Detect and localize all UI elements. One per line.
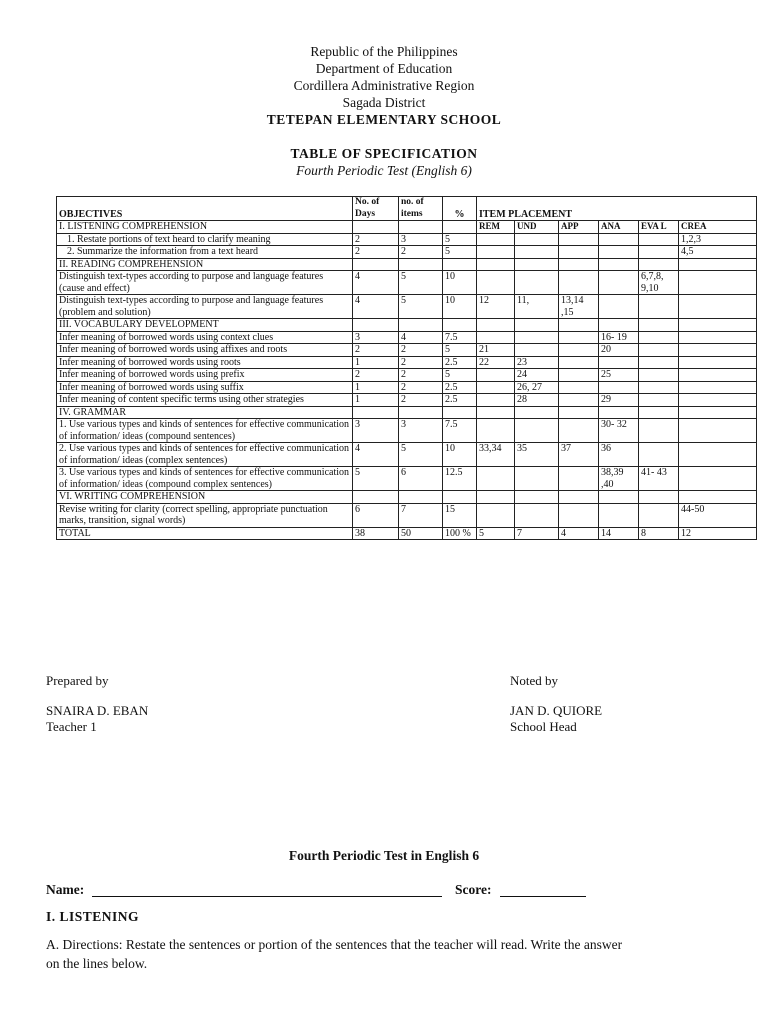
- table-row: [57, 246, 757, 259]
- days-cell: [353, 406, 399, 419]
- pct-cell: 2.5: [443, 381, 477, 394]
- rem-cell: [477, 319, 515, 332]
- rem-cell: [477, 233, 515, 246]
- crea-cell: [679, 491, 757, 504]
- days-cell: 3: [353, 331, 399, 344]
- section-row: [57, 319, 757, 332]
- objective-cell: 3. Use various types and kinds of sentences for effective communication of information/ ideas (compound complex sentences): [57, 467, 353, 491]
- rem-cell: [477, 271, 515, 295]
- eval-cell: [639, 233, 679, 246]
- days-cell: [353, 491, 399, 504]
- school-name: TETEPAN ELEMENTARY SCHOOL: [266, 112, 502, 127]
- objective-cell: 2. Use various types and kinds of sentences for effective communication of information/ ideas (complex sentences): [57, 443, 353, 467]
- und-cell: [515, 331, 559, 344]
- header-percent: %: [443, 197, 477, 221]
- rem-cell: [477, 503, 515, 527]
- rem-cell: [477, 406, 515, 419]
- und-cell: 24: [515, 369, 559, 382]
- days-cell: [353, 319, 399, 332]
- ana-cell: [599, 258, 639, 271]
- ana-cell: [599, 356, 639, 369]
- ana-cell: 20: [599, 344, 639, 357]
- header-republic: Republic of the Philippines: [310, 44, 458, 59]
- crea-cell: [679, 295, 757, 319]
- items-cell: 3: [399, 419, 443, 443]
- objective-cell: 2. Summarize the information from a text heard: [57, 246, 353, 259]
- eval-cell: [639, 319, 679, 332]
- rem-cell: [477, 467, 515, 491]
- table-row: [57, 419, 757, 443]
- app-cell: [559, 271, 599, 295]
- crea-cell: [679, 406, 757, 419]
- table-row: [57, 295, 757, 319]
- pct-cell: [443, 406, 477, 419]
- crea-cell: [679, 271, 757, 295]
- level-header-0: REM: [477, 221, 515, 234]
- und-cell: 23: [515, 356, 559, 369]
- items-cell: 4: [399, 331, 443, 344]
- crea-cell: [679, 381, 757, 394]
- table-row: [57, 527, 757, 540]
- app-cell: [559, 356, 599, 369]
- ana-cell: 25: [599, 369, 639, 382]
- eval-cell: [639, 406, 679, 419]
- eval-cell: 8: [639, 527, 679, 540]
- app-cell: [559, 419, 599, 443]
- objective-cell: Infer meaning of borrowed words using affixes and roots: [57, 344, 353, 357]
- pct-cell: 5: [443, 369, 477, 382]
- und-cell: [515, 467, 559, 491]
- ana-cell: [599, 406, 639, 419]
- pct-cell: [443, 319, 477, 332]
- level-header-1: UND: [515, 221, 559, 234]
- days-cell: 6: [353, 503, 399, 527]
- objective-cell: Distinguish text-types according to purpose and language features (cause and effect): [57, 271, 353, 295]
- eval-cell: 41- 43: [639, 467, 679, 491]
- ana-cell: 38,39 ,40: [599, 467, 639, 491]
- prepared-by-role: Teacher 1: [46, 719, 97, 734]
- header-days: No. of Days: [353, 197, 399, 221]
- app-cell: [559, 369, 599, 382]
- ana-cell: [599, 271, 639, 295]
- table-row: [57, 331, 757, 344]
- app-cell: [559, 319, 599, 332]
- eval-cell: [639, 443, 679, 467]
- table-row: [57, 503, 757, 527]
- objective-cell: Distinguish text-types according to purpose and language features (problem and solution): [57, 295, 353, 319]
- days-cell: 3: [353, 419, 399, 443]
- table-row: [57, 233, 757, 246]
- rem-cell: [477, 394, 515, 407]
- und-cell: [515, 419, 559, 443]
- rem-cell: [477, 369, 515, 382]
- items-cell: [399, 406, 443, 419]
- crea-cell: [679, 344, 757, 357]
- days-cell: 2: [353, 246, 399, 259]
- days-cell: 4: [353, 295, 399, 319]
- pct-cell: 5: [443, 344, 477, 357]
- items-cell: 50: [399, 527, 443, 540]
- objective-cell: Infer meaning of borrowed words using context clues: [57, 331, 353, 344]
- header-district: Sagada District: [342, 95, 426, 110]
- eval-cell: 6,7,8, 9,10: [639, 271, 679, 295]
- eval-cell: [639, 344, 679, 357]
- days-cell: 5: [353, 467, 399, 491]
- rem-cell: 21: [477, 344, 515, 357]
- score-label: Score:: [455, 882, 492, 897]
- items-cell: 5: [399, 271, 443, 295]
- app-cell: [559, 491, 599, 504]
- eval-cell: [639, 331, 679, 344]
- empty-cell: [399, 221, 443, 234]
- days-cell: 2: [353, 369, 399, 382]
- crea-cell: [679, 258, 757, 271]
- items-cell: 2: [399, 394, 443, 407]
- objective-cell: Revise writing for clarity (correct spelling, appropriate punctuation marks, transition, signal words): [57, 503, 353, 527]
- rem-cell: [477, 246, 515, 259]
- pct-cell: 10: [443, 443, 477, 467]
- table-row: [57, 369, 757, 382]
- header-department: Department of Education: [315, 61, 453, 76]
- objective-cell: Infer meaning of borrowed words using prefix: [57, 369, 353, 382]
- items-cell: [399, 319, 443, 332]
- level-header-5: CREA: [679, 221, 757, 234]
- objective-cell: TOTAL: [57, 527, 353, 540]
- table-row: [57, 356, 757, 369]
- app-cell: 13,14 ,15: [559, 295, 599, 319]
- table-row: [57, 381, 757, 394]
- pct-cell: 2.5: [443, 356, 477, 369]
- und-cell: [515, 406, 559, 419]
- days-cell: 2: [353, 233, 399, 246]
- pct-cell: 5: [443, 246, 477, 259]
- pct-cell: 5: [443, 233, 477, 246]
- section-heading: IV. GRAMMAR: [57, 406, 353, 419]
- section-heading: III. VOCABULARY DEVELOPMENT: [57, 319, 353, 332]
- crea-cell: [679, 467, 757, 491]
- days-cell: 1: [353, 394, 399, 407]
- header-item-placement: ITEM PLACEMENT: [477, 197, 757, 221]
- days-cell: [353, 258, 399, 271]
- table-row: [57, 443, 757, 467]
- items-cell: [399, 258, 443, 271]
- ana-cell: 36: [599, 443, 639, 467]
- pct-cell: [443, 491, 477, 504]
- eval-cell: [639, 246, 679, 259]
- und-cell: 7: [515, 527, 559, 540]
- items-cell: 2: [399, 356, 443, 369]
- name-label: Name:: [46, 882, 85, 897]
- pct-cell: 100 %: [443, 527, 477, 540]
- eval-cell: [639, 419, 679, 443]
- header-items: no. of items: [399, 197, 443, 221]
- items-cell: 2: [399, 369, 443, 382]
- und-cell: [515, 246, 559, 259]
- und-cell: 28: [515, 394, 559, 407]
- crea-cell: 12: [679, 527, 757, 540]
- ana-cell: 16- 19: [599, 331, 639, 344]
- name-blank-line: [92, 882, 442, 897]
- level-header-3: ANA: [599, 221, 639, 234]
- noted-by-name: JAN D. QUIORE: [510, 703, 603, 718]
- table-row: [57, 344, 757, 357]
- document-subtitle: Fourth Periodic Test (English 6): [296, 163, 472, 178]
- ana-cell: [599, 233, 639, 246]
- ana-cell: [599, 295, 639, 319]
- section-heading: II. READING COMPREHENSION: [57, 258, 353, 271]
- ana-cell: [599, 319, 639, 332]
- app-cell: [559, 381, 599, 394]
- test-title: Fourth Periodic Test in English 6: [288, 848, 480, 863]
- und-cell: [515, 233, 559, 246]
- ana-cell: [599, 503, 639, 527]
- level-header-4: EVA L: [639, 221, 679, 234]
- pct-cell: 12.5: [443, 467, 477, 491]
- objective-cell: Infer meaning of content specific terms using other strategies: [57, 394, 353, 407]
- section-heading: I. LISTENING COMPREHENSION: [57, 221, 353, 234]
- prepared-by-label: Prepared by: [46, 673, 109, 688]
- ana-cell: 14: [599, 527, 639, 540]
- pct-cell: 7.5: [443, 331, 477, 344]
- app-cell: [559, 233, 599, 246]
- table-row: [57, 271, 757, 295]
- items-cell: 2: [399, 246, 443, 259]
- header-region: Cordillera Administrative Region: [293, 78, 475, 93]
- section-listening: I. LISTENING: [46, 909, 140, 924]
- table-header-row: [57, 197, 757, 221]
- header-objectives: OBJECTIVES: [57, 197, 353, 221]
- days-cell: 2: [353, 344, 399, 357]
- level-header-2: APP: [559, 221, 599, 234]
- eval-cell: [639, 369, 679, 382]
- crea-cell: 4,5: [679, 246, 757, 259]
- und-cell: 35: [515, 443, 559, 467]
- crea-cell: [679, 443, 757, 467]
- eval-cell: [639, 503, 679, 527]
- days-cell: 4: [353, 271, 399, 295]
- score-blank-line: [500, 882, 586, 897]
- app-cell: [559, 503, 599, 527]
- items-cell: [399, 491, 443, 504]
- section-row: [57, 406, 757, 419]
- pct-cell: 2.5: [443, 394, 477, 407]
- eval-cell: [639, 381, 679, 394]
- und-cell: 11,: [515, 295, 559, 319]
- crea-cell: 44-50: [679, 503, 757, 527]
- eval-cell: [639, 295, 679, 319]
- pct-cell: 7.5: [443, 419, 477, 443]
- rem-cell: 5: [477, 527, 515, 540]
- und-cell: 26, 27: [515, 381, 559, 394]
- directions-line-2: on the lines below.: [46, 956, 148, 971]
- section-row: [57, 491, 757, 504]
- eval-cell: [639, 394, 679, 407]
- eval-cell: [639, 491, 679, 504]
- items-cell: 5: [399, 443, 443, 467]
- crea-cell: [679, 331, 757, 344]
- app-cell: [559, 467, 599, 491]
- und-cell: [515, 503, 559, 527]
- rem-cell: [477, 491, 515, 504]
- days-cell: 1: [353, 381, 399, 394]
- crea-cell: [679, 369, 757, 382]
- ana-cell: [599, 246, 639, 259]
- ana-cell: 29: [599, 394, 639, 407]
- crea-cell: [679, 319, 757, 332]
- und-cell: [515, 258, 559, 271]
- eval-cell: [639, 356, 679, 369]
- crea-cell: [679, 394, 757, 407]
- app-cell: 4: [559, 527, 599, 540]
- crea-cell: 1,2,3: [679, 233, 757, 246]
- app-cell: [559, 406, 599, 419]
- app-cell: [559, 344, 599, 357]
- items-cell: 6: [399, 467, 443, 491]
- table-row: [57, 394, 757, 407]
- rem-cell: 22: [477, 356, 515, 369]
- directions-line-1: A. Directions: Restate the sentences or portion of the sentences that the teacher will read. Write the answer: [46, 937, 623, 952]
- crea-cell: [679, 419, 757, 443]
- rem-cell: [477, 419, 515, 443]
- app-cell: [559, 246, 599, 259]
- objective-cell: Infer meaning of borrowed words using suffix: [57, 381, 353, 394]
- objective-cell: Infer meaning of borrowed words using roots: [57, 356, 353, 369]
- app-cell: 37: [559, 443, 599, 467]
- und-cell: [515, 344, 559, 357]
- prepared-by-name: SNAIRA D. EBAN: [46, 703, 149, 718]
- items-cell: 7: [399, 503, 443, 527]
- ana-cell: [599, 381, 639, 394]
- items-cell: 2: [399, 381, 443, 394]
- app-cell: [559, 331, 599, 344]
- rem-cell: 33,34: [477, 443, 515, 467]
- items-cell: 2: [399, 344, 443, 357]
- pct-cell: [443, 258, 477, 271]
- rem-cell: [477, 331, 515, 344]
- und-cell: [515, 319, 559, 332]
- items-cell: 5: [399, 295, 443, 319]
- rem-cell: [477, 381, 515, 394]
- pct-cell: 15: [443, 503, 477, 527]
- items-cell: 3: [399, 233, 443, 246]
- section-row: [57, 258, 757, 271]
- noted-by-label: Noted by: [510, 673, 559, 688]
- app-cell: [559, 258, 599, 271]
- days-cell: 4: [353, 443, 399, 467]
- table-levels-row: [57, 221, 757, 234]
- und-cell: [515, 271, 559, 295]
- und-cell: [515, 491, 559, 504]
- section-heading: VI. WRITING COMPREHENSION: [57, 491, 353, 504]
- specification-table: [56, 196, 757, 540]
- pct-cell: 10: [443, 271, 477, 295]
- crea-cell: [679, 356, 757, 369]
- table-row: [57, 467, 757, 491]
- objective-cell: 1. Restate portions of text heard to clarify meaning: [57, 233, 353, 246]
- pct-cell: 10: [443, 295, 477, 319]
- empty-cell: [443, 221, 477, 234]
- eval-cell: [639, 258, 679, 271]
- document-title: TABLE OF SPECIFICATION: [290, 146, 478, 161]
- ana-cell: [599, 491, 639, 504]
- days-cell: 1: [353, 356, 399, 369]
- rem-cell: [477, 258, 515, 271]
- ana-cell: 30- 32: [599, 419, 639, 443]
- empty-cell: [353, 221, 399, 234]
- days-cell: 38: [353, 527, 399, 540]
- noted-by-role: School Head: [510, 719, 577, 734]
- app-cell: [559, 394, 599, 407]
- rem-cell: 12: [477, 295, 515, 319]
- objective-cell: 1. Use various types and kinds of sentences for effective communication of information/ ideas (compound sentences): [57, 419, 353, 443]
